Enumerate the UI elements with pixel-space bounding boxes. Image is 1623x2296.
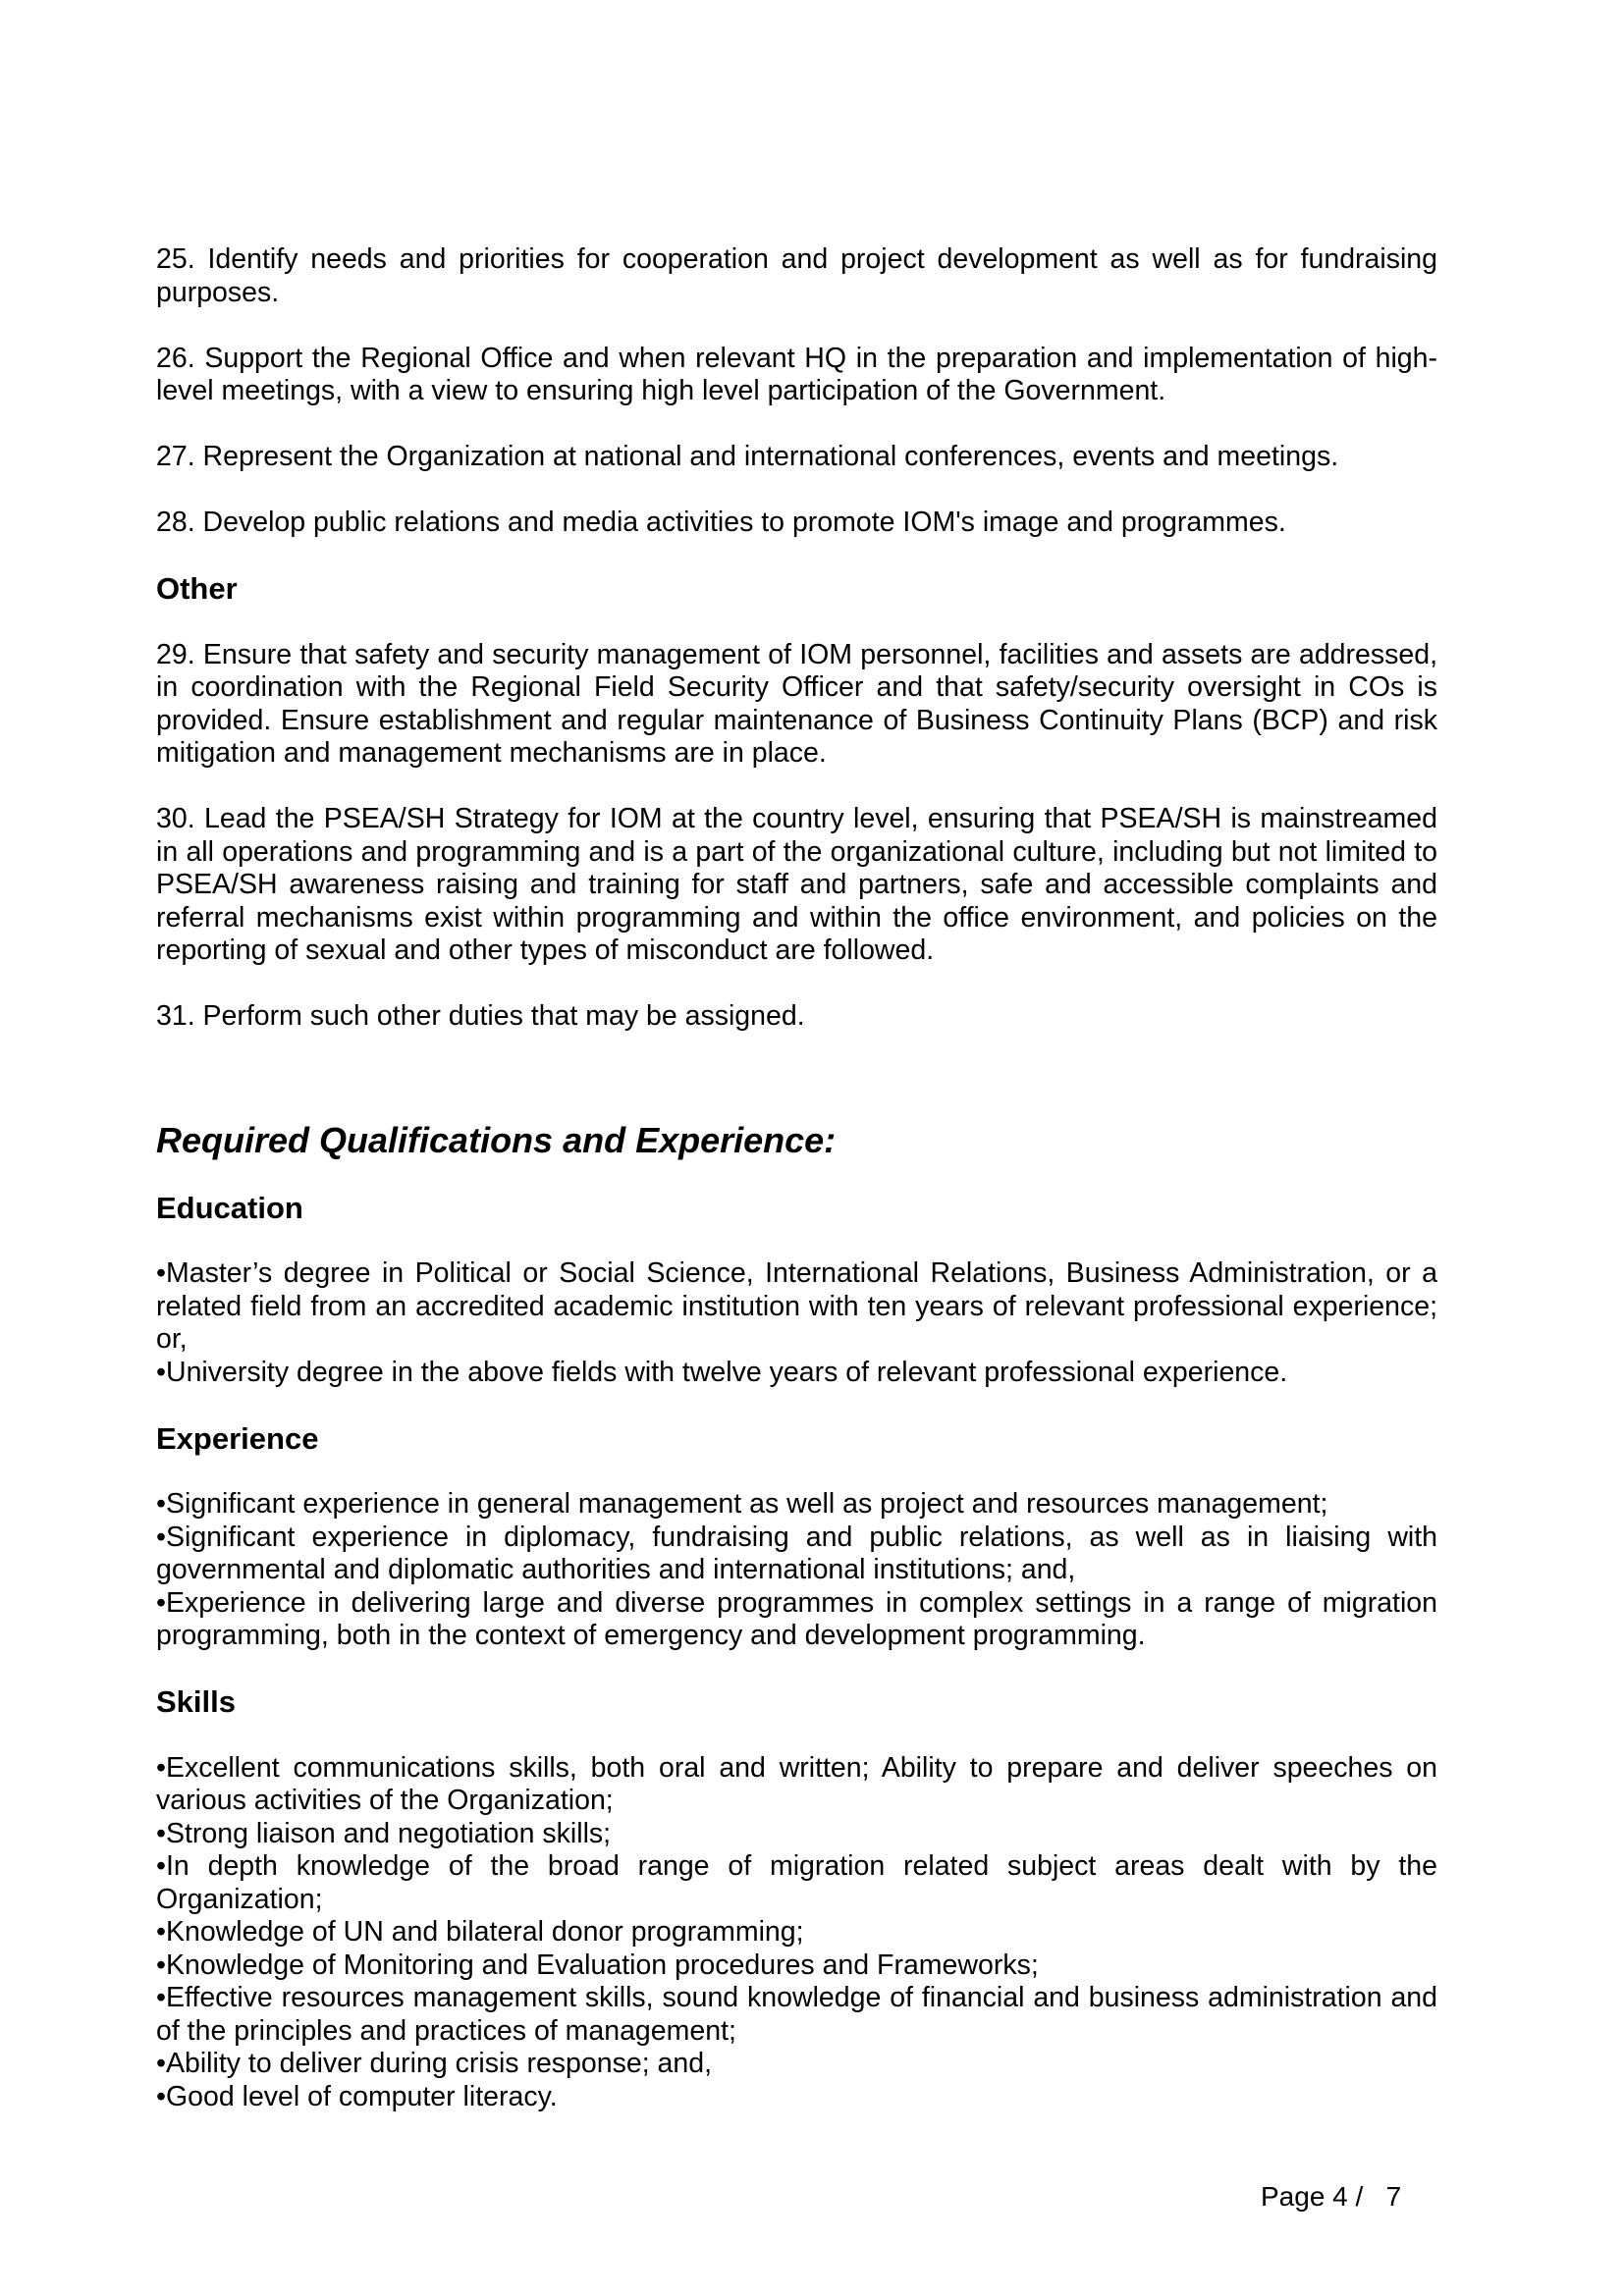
experience-list bbox=[156, 1488, 1437, 1653]
list-item: • Ability to deliver during crisis response; and, bbox=[156, 2048, 1437, 2081]
list-item: • Significant experience in general management as well as project and resources management; bbox=[156, 1488, 1437, 1522]
skills-section-title: Skills bbox=[156, 1684, 236, 1719]
duty-26: 26. Support the Regional Office and when relevant HQ in the preparation and implementation of high-level meetings, with a view to ensuring high level participation of the Government. bbox=[156, 342, 1437, 406]
list-item: • Good level of computer literacy. bbox=[156, 2081, 1437, 2114]
list-item: • Effective resources management skills, sound knowledge of financial and business administration and of the principles and practices of management; bbox=[156, 1982, 1437, 2048]
other-section-title: Other bbox=[156, 571, 238, 606]
page-number: Page 4 / 7 bbox=[1261, 2181, 1402, 2212]
list-item: • Experience in delivering large and diverse programmes in complex settings in a range of migration programming, both in the context of emergency and development programming. bbox=[156, 1587, 1437, 1653]
document-page bbox=[156, 243, 1437, 2147]
list-item: • Knowledge of UN and bilateral donor programming; bbox=[156, 1916, 1437, 1949]
education-list bbox=[156, 1257, 1437, 1389]
list-item: • Strong liaison and negotiation skills; bbox=[156, 1818, 1437, 1851]
duty-29: 29. Ensure that safety and security management of IOM personnel, facilities and assets are addressed, in coordination with the Regional Field Security Officer and that safety/security oversight in COs is provided. Ensure establishment and regular maintenance of Business Continuity Plans (BCP) and risk mitigation and management mechanisms are in place. bbox=[156, 638, 1437, 769]
duty-30: 30. Lead the PSEA/SH Strategy for IOM at the country level, ensuring that PSEA/SH is mainstreamed in all operations and programming and is a part of the organizational culture, including but not limited to PSEA/SH awareness raising and training for staff and partners, safe and accessible complaints and referral mechanisms exist within programming and within the office environment, and policies on the reporting of sexual and other types of misconduct are followed. bbox=[156, 803, 1437, 966]
duty-27: 27. Represent the Organization at national and international conferences, events and meetings. bbox=[156, 441, 1339, 472]
duty-31: 31. Perform such other duties that may be assigned. bbox=[156, 1000, 805, 1032]
duty-25: 25. Identify needs and priorities for cooperation and project development as well as for fundraising purposes. bbox=[156, 243, 1437, 308]
list-item: • Excellent communications skills, both oral and written; Ability to prepare and deliver speeches on various activities of the Organization; bbox=[156, 1752, 1437, 1818]
list-item: • University degree in the above fields with twelve years of relevant professional experience. bbox=[156, 1357, 1437, 1390]
list-item: • Master’s degree in Political or Social Science, International Relations, Business Administration, or a related field from an accredited academic institution with ten years of relevant professional experience; or, bbox=[156, 1257, 1437, 1357]
duty-28: 28. Develop public relations and media activities to promote IOM's image and programmes. bbox=[156, 507, 1286, 538]
list-item: • Significant experience in diplomacy, fundraising and public relations, as well as in liaising with governmental and diplomatic authorities and international institutions; and, bbox=[156, 1522, 1437, 1587]
list-item: • Knowledge of Monitoring and Evaluation procedures and Frameworks; bbox=[156, 1949, 1437, 1983]
education-section-title: Education bbox=[156, 1190, 303, 1225]
list-item: • In depth knowledge of the broad range of migration related subject areas dealt with by the Organization; bbox=[156, 1850, 1437, 1916]
qualifications-heading: Required Qualifications and Experience: bbox=[156, 1119, 837, 1160]
experience-section-title: Experience bbox=[156, 1420, 319, 1456]
skills-list bbox=[156, 1752, 1437, 2114]
